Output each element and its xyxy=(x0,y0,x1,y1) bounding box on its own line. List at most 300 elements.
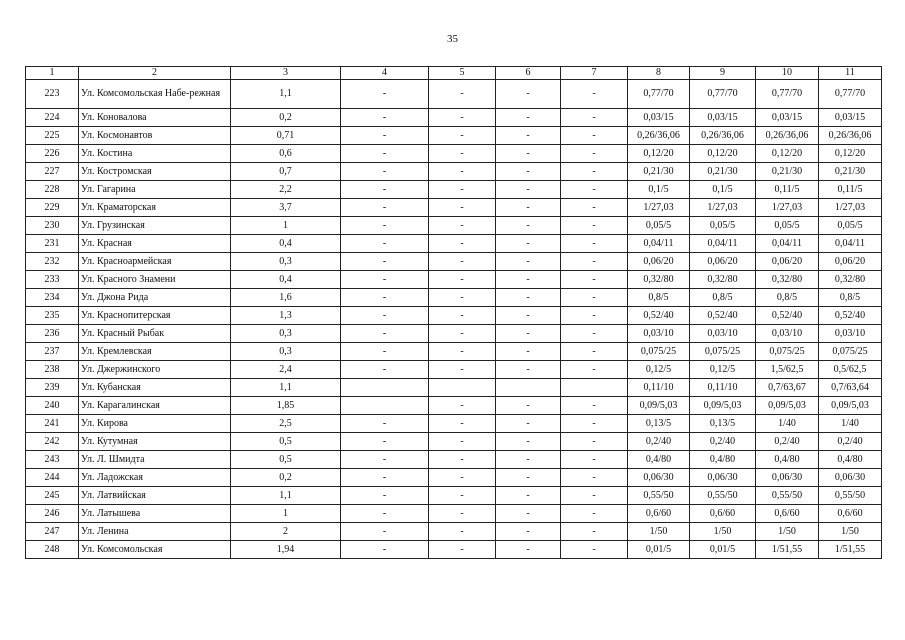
dash-cell: - xyxy=(496,415,561,433)
dash-cell: - xyxy=(429,145,496,163)
dash-cell: - xyxy=(561,451,628,469)
cell-col-8: 0,03/10 xyxy=(628,325,690,343)
dash-cell: - xyxy=(341,433,429,451)
dash-cell: - xyxy=(496,163,561,181)
dash-cell: - xyxy=(561,217,628,235)
cell-col-9: 0,06/30 xyxy=(690,469,756,487)
dash-cell: - xyxy=(561,181,628,199)
cell-col-9: 0,26/36,06 xyxy=(690,127,756,145)
table-row xyxy=(26,343,882,361)
street-name: Ул. Космонавтов xyxy=(79,127,231,145)
dash-cell: - xyxy=(496,109,561,127)
street-name: Ул. Латышева xyxy=(79,505,231,523)
dash-cell: - xyxy=(341,163,429,181)
cell-col-11: 0,77/70 xyxy=(819,80,882,109)
cell-col-9: 0,2/40 xyxy=(690,433,756,451)
cell-col-9: 0,4/80 xyxy=(690,451,756,469)
row-number: 233 xyxy=(26,271,79,289)
dash-cell: - xyxy=(429,415,496,433)
dash-cell: - xyxy=(496,217,561,235)
cell-col-11: 0,075/25 xyxy=(819,343,882,361)
dash-cell: - xyxy=(429,163,496,181)
dash-cell: - xyxy=(429,109,496,127)
length-value: 1,3 xyxy=(231,307,341,325)
cell-col-8: 0,52/40 xyxy=(628,307,690,325)
cell-col-8: 0,12/5 xyxy=(628,361,690,379)
dash-cell: - xyxy=(496,235,561,253)
dash-cell xyxy=(429,379,496,397)
dash-cell: - xyxy=(341,415,429,433)
length-value: 1 xyxy=(231,505,341,523)
cell-col-9: 0,12/20 xyxy=(690,145,756,163)
dash-cell: - xyxy=(341,523,429,541)
dash-cell: - xyxy=(341,289,429,307)
dash-cell: - xyxy=(561,397,628,415)
cell-col-10: 0,04/11 xyxy=(756,235,819,253)
row-number: 230 xyxy=(26,217,79,235)
row-number: 238 xyxy=(26,361,79,379)
street-name: Ул. Комсомольская xyxy=(79,541,231,559)
cell-col-10: 1,5/62,5 xyxy=(756,361,819,379)
cell-col-10: 0,03/10 xyxy=(756,325,819,343)
cell-col-10: 0,32/80 xyxy=(756,271,819,289)
street-name: Ул. Л. Шмидта xyxy=(79,451,231,469)
dash-cell: - xyxy=(496,181,561,199)
row-number: 231 xyxy=(26,235,79,253)
table-row xyxy=(26,469,882,487)
dash-cell: - xyxy=(561,127,628,145)
dash-cell: - xyxy=(341,343,429,361)
cell-col-9: 0,05/5 xyxy=(690,217,756,235)
cell-col-11: 0,52/40 xyxy=(819,307,882,325)
street-name: Ул. Костина xyxy=(79,145,231,163)
cell-col-11: 0,21/30 xyxy=(819,163,882,181)
table-header-row xyxy=(26,67,882,80)
street-name: Ул. Кирова xyxy=(79,415,231,433)
length-value: 0,5 xyxy=(231,433,341,451)
cell-col-8: 0,26/36,06 xyxy=(628,127,690,145)
cell-col-11: 0,26/36,06 xyxy=(819,127,882,145)
dash-cell: - xyxy=(561,199,628,217)
street-name: Ул. Ленина xyxy=(79,523,231,541)
cell-col-9: 0,55/50 xyxy=(690,487,756,505)
cell-col-11: 0,5/62,5 xyxy=(819,361,882,379)
street-name: Ул. Джержинского xyxy=(79,361,231,379)
cell-col-11: 0,6/60 xyxy=(819,505,882,523)
cell-col-9: 0,8/5 xyxy=(690,289,756,307)
dash-cell: - xyxy=(341,307,429,325)
column-header-6: 6 xyxy=(496,67,561,80)
cell-col-10: 0,21/30 xyxy=(756,163,819,181)
cell-col-10: 0,26/36,06 xyxy=(756,127,819,145)
column-header-11: 11 xyxy=(819,67,882,80)
dash-cell: - xyxy=(429,343,496,361)
table-row xyxy=(26,80,882,109)
length-value: 1,1 xyxy=(231,379,341,397)
street-name: Ул. Гагарина xyxy=(79,181,231,199)
cell-col-9: 0,11/10 xyxy=(690,379,756,397)
cell-col-8: 0,01/5 xyxy=(628,541,690,559)
dash-cell: - xyxy=(341,325,429,343)
cell-col-9: 0,77/70 xyxy=(690,80,756,109)
dash-cell: - xyxy=(341,253,429,271)
length-value: 2,5 xyxy=(231,415,341,433)
dash-cell: - xyxy=(429,217,496,235)
length-value: 1,1 xyxy=(231,80,341,109)
table-row xyxy=(26,181,882,199)
street-name: Ул. Джона Рида xyxy=(79,289,231,307)
cell-col-11: 0,04/11 xyxy=(819,235,882,253)
dash-cell: - xyxy=(341,271,429,289)
row-number: 223 xyxy=(26,80,79,109)
length-value: 0,71 xyxy=(231,127,341,145)
dash-cell: - xyxy=(429,523,496,541)
dash-cell: - xyxy=(561,433,628,451)
dash-cell: - xyxy=(561,343,628,361)
dash-cell: - xyxy=(496,361,561,379)
column-header-2: 2 xyxy=(79,67,231,80)
street-name: Ул. Карагалинская xyxy=(79,397,231,415)
column-header-7: 7 xyxy=(561,67,628,80)
dash-cell: - xyxy=(496,325,561,343)
cell-col-9: 0,32/80 xyxy=(690,271,756,289)
street-name: Ул. Красный Рыбак xyxy=(79,325,231,343)
street-name: Ул. Краснопитерская xyxy=(79,307,231,325)
row-number: 237 xyxy=(26,343,79,361)
cell-col-8: 0,2/40 xyxy=(628,433,690,451)
cell-col-8: 0,09/5,03 xyxy=(628,397,690,415)
row-number: 243 xyxy=(26,451,79,469)
dash-cell: - xyxy=(341,127,429,145)
cell-col-9: 0,04/11 xyxy=(690,235,756,253)
dash-cell: - xyxy=(341,199,429,217)
dash-cell: - xyxy=(341,487,429,505)
length-value: 0,6 xyxy=(231,145,341,163)
cell-col-8: 0,03/15 xyxy=(628,109,690,127)
length-value: 2,4 xyxy=(231,361,341,379)
dash-cell: - xyxy=(341,469,429,487)
length-value: 3,7 xyxy=(231,199,341,217)
dash-cell: - xyxy=(496,397,561,415)
length-value: 0,3 xyxy=(231,343,341,361)
dash-cell: - xyxy=(561,541,628,559)
table-row xyxy=(26,127,882,145)
cell-col-10: 0,03/15 xyxy=(756,109,819,127)
row-number: 227 xyxy=(26,163,79,181)
cell-col-8: 0,1/5 xyxy=(628,181,690,199)
cell-col-11: 1/40 xyxy=(819,415,882,433)
table-row xyxy=(26,217,882,235)
dash-cell xyxy=(341,397,429,415)
dash-cell: - xyxy=(561,469,628,487)
row-number: 248 xyxy=(26,541,79,559)
cell-col-11: 0,8/5 xyxy=(819,289,882,307)
cell-col-10: 0,06/30 xyxy=(756,469,819,487)
row-number: 246 xyxy=(26,505,79,523)
dash-cell: - xyxy=(429,199,496,217)
cell-col-9: 0,03/10 xyxy=(690,325,756,343)
dash-cell: - xyxy=(429,80,496,109)
dash-cell: - xyxy=(496,289,561,307)
dash-cell: - xyxy=(561,145,628,163)
cell-col-10: 0,6/60 xyxy=(756,505,819,523)
cell-col-9: 0,09/5,03 xyxy=(690,397,756,415)
cell-col-10: 0,075/25 xyxy=(756,343,819,361)
cell-col-9: 0,1/5 xyxy=(690,181,756,199)
cell-col-10: 0,52/40 xyxy=(756,307,819,325)
length-value: 1,94 xyxy=(231,541,341,559)
dash-cell: - xyxy=(341,181,429,199)
cell-col-8: 0,8/5 xyxy=(628,289,690,307)
dash-cell: - xyxy=(496,451,561,469)
dash-cell xyxy=(561,379,628,397)
cell-col-11: 0,03/15 xyxy=(819,109,882,127)
cell-col-8: 0,21/30 xyxy=(628,163,690,181)
dash-cell xyxy=(341,379,429,397)
street-name: Ул. Латвийская xyxy=(79,487,231,505)
dash-cell: - xyxy=(496,145,561,163)
cell-col-11: 0,05/5 xyxy=(819,217,882,235)
dash-cell: - xyxy=(561,415,628,433)
data-table xyxy=(25,66,882,559)
length-value: 0,7 xyxy=(231,163,341,181)
dash-cell: - xyxy=(429,361,496,379)
cell-col-9: 0,01/5 xyxy=(690,541,756,559)
row-number: 236 xyxy=(26,325,79,343)
table-row xyxy=(26,361,882,379)
cell-col-8: 0,32/80 xyxy=(628,271,690,289)
street-name: Ул. Комсомольская Набе-режная xyxy=(79,80,231,109)
cell-col-9: 0,21/30 xyxy=(690,163,756,181)
dash-cell: - xyxy=(341,451,429,469)
cell-col-10: 0,4/80 xyxy=(756,451,819,469)
dash-cell: - xyxy=(429,253,496,271)
cell-col-11: 0,7/63,64 xyxy=(819,379,882,397)
page-number: 35 xyxy=(447,33,458,45)
cell-col-8: 0,06/30 xyxy=(628,469,690,487)
street-name: Ул. Костромская xyxy=(79,163,231,181)
dash-cell: - xyxy=(429,469,496,487)
length-value: 1,85 xyxy=(231,397,341,415)
table-row xyxy=(26,397,882,415)
dash-cell: - xyxy=(341,505,429,523)
dash-cell: - xyxy=(561,235,628,253)
table-row xyxy=(26,541,882,559)
cell-col-11: 0,55/50 xyxy=(819,487,882,505)
street-name: Ул. Краматорская xyxy=(79,199,231,217)
dash-cell: - xyxy=(496,127,561,145)
dash-cell: - xyxy=(429,271,496,289)
dash-cell: - xyxy=(429,127,496,145)
street-name: Ул. Кремлевская xyxy=(79,343,231,361)
dash-cell: - xyxy=(429,181,496,199)
dash-cell: - xyxy=(496,199,561,217)
cell-col-8: 0,075/25 xyxy=(628,343,690,361)
length-value: 0,2 xyxy=(231,109,341,127)
cell-col-10: 0,55/50 xyxy=(756,487,819,505)
dash-cell: - xyxy=(496,343,561,361)
cell-col-9: 0,6/60 xyxy=(690,505,756,523)
cell-col-8: 0,13/5 xyxy=(628,415,690,433)
column-header-3: 3 xyxy=(231,67,341,80)
row-number: 229 xyxy=(26,199,79,217)
length-value: 0,4 xyxy=(231,271,341,289)
dash-cell: - xyxy=(496,271,561,289)
cell-col-9: 1/50 xyxy=(690,523,756,541)
cell-col-10: 1/40 xyxy=(756,415,819,433)
row-number: 240 xyxy=(26,397,79,415)
table-row xyxy=(26,433,882,451)
dash-cell xyxy=(496,379,561,397)
dash-cell: - xyxy=(561,253,628,271)
cell-col-10: 0,12/20 xyxy=(756,145,819,163)
dash-cell: - xyxy=(341,541,429,559)
table-row xyxy=(26,523,882,541)
table-row xyxy=(26,271,882,289)
cell-col-10: 0,7/63,67 xyxy=(756,379,819,397)
cell-col-11: 0,2/40 xyxy=(819,433,882,451)
cell-col-8: 0,06/20 xyxy=(628,253,690,271)
cell-col-11: 0,09/5,03 xyxy=(819,397,882,415)
dash-cell: - xyxy=(561,487,628,505)
table-row xyxy=(26,145,882,163)
row-number: 226 xyxy=(26,145,79,163)
cell-col-11: 0,32/80 xyxy=(819,271,882,289)
cell-col-10: 0,2/40 xyxy=(756,433,819,451)
dash-cell: - xyxy=(496,469,561,487)
dash-cell: - xyxy=(429,487,496,505)
cell-col-10: 1/50 xyxy=(756,523,819,541)
column-header-4: 4 xyxy=(341,67,429,80)
street-name: Ул. Кубанская xyxy=(79,379,231,397)
row-number: 239 xyxy=(26,379,79,397)
street-name: Ул. Грузинская xyxy=(79,217,231,235)
table-row xyxy=(26,235,882,253)
table-row xyxy=(26,415,882,433)
column-header-5: 5 xyxy=(429,67,496,80)
cell-col-8: 1/50 xyxy=(628,523,690,541)
cell-col-11: 0,12/20 xyxy=(819,145,882,163)
street-name: Ул. Кутумная xyxy=(79,433,231,451)
cell-col-10: 0,77/70 xyxy=(756,80,819,109)
table-row xyxy=(26,307,882,325)
dash-cell: - xyxy=(561,109,628,127)
table-row xyxy=(26,163,882,181)
length-value: 0,5 xyxy=(231,451,341,469)
dash-cell: - xyxy=(561,163,628,181)
cell-col-10: 0,06/20 xyxy=(756,253,819,271)
dash-cell: - xyxy=(429,505,496,523)
dash-cell: - xyxy=(341,145,429,163)
dash-cell: - xyxy=(561,361,628,379)
length-value: 1,1 xyxy=(231,487,341,505)
cell-col-8: 0,55/50 xyxy=(628,487,690,505)
dash-cell: - xyxy=(429,541,496,559)
street-name: Ул. Коновалова xyxy=(79,109,231,127)
street-name: Ул. Ладожская xyxy=(79,469,231,487)
street-name: Ул. Красная xyxy=(79,235,231,253)
cell-col-8: 0,05/5 xyxy=(628,217,690,235)
column-header-8: 8 xyxy=(628,67,690,80)
row-number: 245 xyxy=(26,487,79,505)
table-row xyxy=(26,505,882,523)
dash-cell: - xyxy=(429,433,496,451)
cell-col-11: 0,06/20 xyxy=(819,253,882,271)
dash-cell: - xyxy=(496,487,561,505)
row-number: 242 xyxy=(26,433,79,451)
dash-cell: - xyxy=(341,80,429,109)
dash-cell: - xyxy=(429,451,496,469)
dash-cell: - xyxy=(496,307,561,325)
cell-col-10: 1/51,55 xyxy=(756,541,819,559)
column-header-9: 9 xyxy=(690,67,756,80)
length-value: 1 xyxy=(231,217,341,235)
row-number: 234 xyxy=(26,289,79,307)
dash-cell: - xyxy=(496,523,561,541)
cell-col-11: 1/51,55 xyxy=(819,541,882,559)
length-value: 0,3 xyxy=(231,253,341,271)
dash-cell: - xyxy=(341,361,429,379)
dash-cell: - xyxy=(341,109,429,127)
table-row xyxy=(26,379,882,397)
cell-col-11: 0,03/10 xyxy=(819,325,882,343)
table-row xyxy=(26,451,882,469)
dash-cell: - xyxy=(496,505,561,523)
cell-col-8: 0,4/80 xyxy=(628,451,690,469)
cell-col-9: 0,13/5 xyxy=(690,415,756,433)
cell-col-11: 0,06/30 xyxy=(819,469,882,487)
row-number: 228 xyxy=(26,181,79,199)
row-number: 235 xyxy=(26,307,79,325)
cell-col-8: 1/27,03 xyxy=(628,199,690,217)
dash-cell: - xyxy=(429,235,496,253)
cell-col-8: 0,77/70 xyxy=(628,80,690,109)
dash-cell: - xyxy=(496,253,561,271)
dash-cell: - xyxy=(341,235,429,253)
cell-col-11: 0,4/80 xyxy=(819,451,882,469)
cell-col-9: 0,075/25 xyxy=(690,343,756,361)
dash-cell: - xyxy=(429,397,496,415)
cell-col-10: 0,09/5,03 xyxy=(756,397,819,415)
cell-col-9: 0,12/5 xyxy=(690,361,756,379)
dash-cell: - xyxy=(561,271,628,289)
column-header-1: 1 xyxy=(26,67,79,80)
cell-col-9: 0,52/40 xyxy=(690,307,756,325)
dash-cell: - xyxy=(561,307,628,325)
street-name: Ул. Красного Знамени xyxy=(79,271,231,289)
length-value: 0,3 xyxy=(231,325,341,343)
row-number: 225 xyxy=(26,127,79,145)
table-row xyxy=(26,199,882,217)
dash-cell: - xyxy=(429,325,496,343)
row-number: 247 xyxy=(26,523,79,541)
dash-cell: - xyxy=(341,217,429,235)
length-value: 2,2 xyxy=(231,181,341,199)
table-row xyxy=(26,325,882,343)
column-header-10: 10 xyxy=(756,67,819,80)
table-row xyxy=(26,289,882,307)
dash-cell: - xyxy=(429,289,496,307)
table-row xyxy=(26,109,882,127)
cell-col-9: 1/27,03 xyxy=(690,199,756,217)
cell-col-9: 0,03/15 xyxy=(690,109,756,127)
cell-col-10: 1/27,03 xyxy=(756,199,819,217)
table-row xyxy=(26,487,882,505)
table-row xyxy=(26,253,882,271)
dash-cell: - xyxy=(561,289,628,307)
length-value: 1,6 xyxy=(231,289,341,307)
row-number: 244 xyxy=(26,469,79,487)
